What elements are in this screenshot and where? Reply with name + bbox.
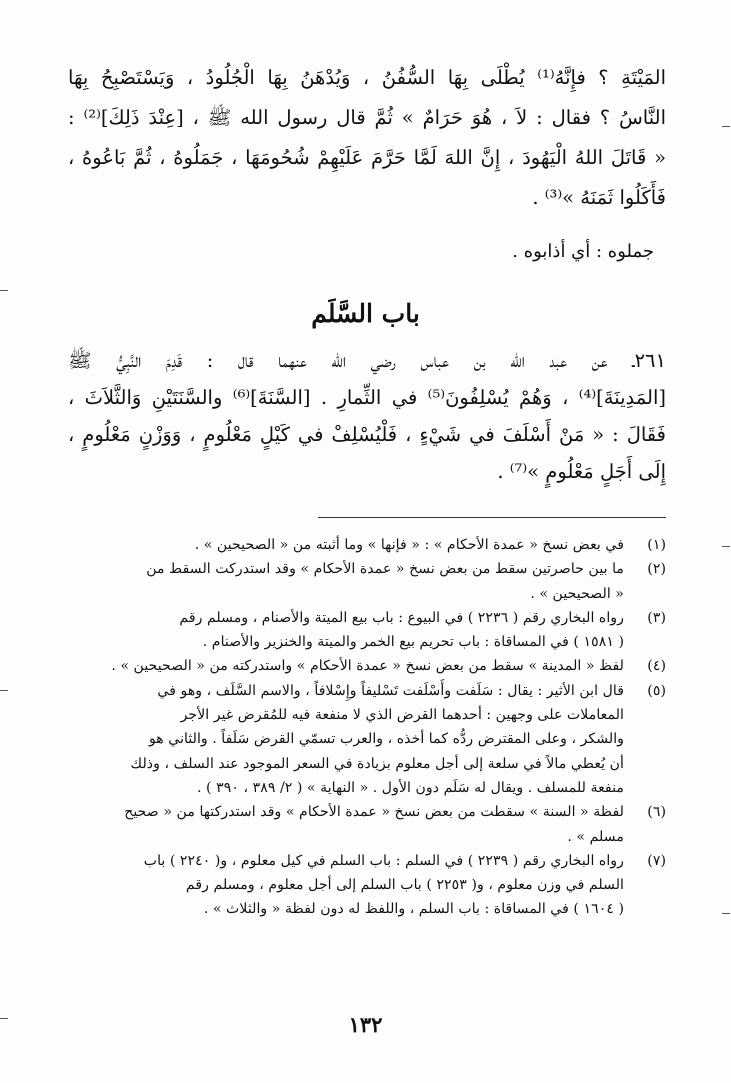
footnote-line: في بعض نسخ « عمدة الأحكام » : « فإنها » وما أثبته من « الصحيحين » . xyxy=(194,537,624,553)
footnote-line: قال ابن الأثير : يقال : سَلَفت وأَسْلَفت تَسْليفاً وإِسْلافاً ، والاسم السَّلَف ، وهو في xyxy=(157,682,624,699)
footnote-number: (٢) xyxy=(647,561,666,578)
margin-mark xyxy=(0,1018,8,1019)
footnote-number: (٧) xyxy=(647,852,666,869)
margin-mark xyxy=(722,546,730,547)
body-line: المَيْتَةِ ؟ فإِنَّهُ⁽¹⁾ يُطْلَى بِهَا السُّفُنُ ، وَيُدْهَنُ بِهَا الْجُلُودُ ، وَيَسْتَصْبِحُ بِهَا xyxy=(68,66,666,89)
body-line: « قَاتَلَ اللهُ الْيَهُودَ ، إِنَّ اللهَ لَمَّا حَرَّمَ عَلَيْهِمْ شُحُومَهَا ، جَمَلُوهُ ، ثُمَّ بَاعُوهُ ، xyxy=(68,146,666,169)
footnote-number: (٣) xyxy=(647,609,666,626)
footnote-text xyxy=(68,679,624,800)
footnote-separator xyxy=(318,517,666,518)
footnote-line: مسلم » . xyxy=(567,828,624,845)
footnote-line: أن يُعطي مالاً في سلعة إلى أجل معلوم بزيادة في السعر الموجود عند السلف ، وذلك xyxy=(130,755,624,772)
hadith-line: ٢٦١ـ عن عبد الله بن عباس رضي الله عنهما قال : قَدِمَ النَّبِيُّ ﷺ xyxy=(68,349,666,372)
footnote-line: والشكر ، وعلى المقترض ردُّه كما أخذه ، والعرب تسمّي القرض سَلَفاً . والثاني هو xyxy=(148,731,624,748)
footnote xyxy=(68,800,666,849)
footnote-text xyxy=(68,800,624,849)
margin-mark xyxy=(722,913,730,914)
body-line: النَّاسُ ؟ فقال : لاَ ، هُوَ حَرَامٌ » ثُمَّ قال رسول الله ﷺ ، [عِنْدَ ذَلِكَ]⁽²⁾ : xyxy=(68,106,666,129)
hadith-261 xyxy=(68,342,666,490)
footnote-line: منفعة للمسلف . ويقال له سَلَم دون الأول . « النهاية » ( ٢/ ٣٨٩ ، ٣٩٠ ) . xyxy=(197,779,624,796)
footnote-text xyxy=(68,654,624,678)
body-line: فَأَكَلُوا ثَمَنَهُ »⁽³⁾ . xyxy=(532,186,666,209)
footnote-line: رواه البخاري رقم ( ٢٢٣٦ ) في البيوع : باب بيع الميتة والأصنام ، ومسلم رقم xyxy=(179,609,624,626)
page-number: ١٣٢ xyxy=(348,1012,383,1037)
word-gloss: جملوه : أي أذابوه . xyxy=(512,241,654,262)
footnotes xyxy=(68,533,666,922)
footnote-number: (٥) xyxy=(647,682,666,699)
hadith-line: إِلَى أَجَلٍ مَعْلُومٍ »⁽⁷⁾ . xyxy=(497,460,666,483)
hadith-line: فَقَالَ : « مَنْ أَسْلَفَ في شَيْءٍ ، فَلْيُسْلِفْ في كَيْلٍ مَعْلُومٍ ، وَوَزْنٍ مَعْلُومٍ ، xyxy=(68,423,666,446)
footnote xyxy=(68,557,666,606)
footnote-text xyxy=(68,557,624,606)
footnote-line: ( ١٥٨١ ) في المساقاة : باب تحريم بيع الخمر والميتة والخنزير والأصنام . xyxy=(202,634,624,651)
footnote xyxy=(68,654,666,678)
footnote xyxy=(68,606,666,655)
footnote-number: (١) xyxy=(647,537,666,553)
footnote-text xyxy=(68,849,624,922)
footnote-text xyxy=(68,606,624,655)
footnote-text xyxy=(68,533,624,557)
footnote-line: « الصحيحين » . xyxy=(530,585,624,602)
footnote-line: المعاملات على وجهين : أحدهما القرض الذي لا منفعة فيه للمُقرض غير الأجر xyxy=(180,707,624,724)
footnote xyxy=(68,533,666,557)
margin-mark xyxy=(722,126,730,127)
footnote-line: رواه البخاري رقم ( ٢٢٣٩ ) في السلم : باب السلم في كيل معلوم ، و( ٢٢٤٠ ) باب xyxy=(143,852,624,869)
footnote-line: ( ١٦٠٤ ) في المساقاة : باب السلم ، واللفظ له دون لفظة « والثلاث » . xyxy=(203,901,624,918)
footnote-number: (٦) xyxy=(647,804,666,821)
footnote-line: لفظة « السنة » سقطت من بعض نسخ « عمدة الأحكام » وقد استدركتها من « صحيح xyxy=(124,804,624,821)
footnote-line: ما بين حاصرتين سقط من بعض نسخ « عمدة الأحكام » وقد استدركت السقط من xyxy=(146,561,624,578)
footnote-number: (٤) xyxy=(647,658,666,675)
footnote xyxy=(68,849,666,922)
hadith-line: [المَدِينَةَ]⁽⁴⁾ ، وَهُمْ يُسْلِفُونَ⁽⁵⁾ في الثِّمارِ . [السَّنَةَ]⁽⁶⁾ والسَّنَتَيْنِ وَالثَّلاَثَ ، xyxy=(68,386,666,409)
footnote-line: لفظ « المدينة » سقط من بعض نسخ « عمدة الأحكام » واستدركته من « الصحيحين » . xyxy=(111,658,624,675)
margin-mark xyxy=(0,290,8,291)
hadith-continuation xyxy=(68,58,666,218)
chapter-heading: باب السَّلَم xyxy=(311,299,420,328)
footnote xyxy=(68,679,666,800)
margin-mark xyxy=(0,690,8,691)
footnote-line: السلم في وزن معلوم ، و( ٢٢٥٣ ) باب السلم إلى أجل معلوم ، ومسلم رقم xyxy=(185,877,624,894)
